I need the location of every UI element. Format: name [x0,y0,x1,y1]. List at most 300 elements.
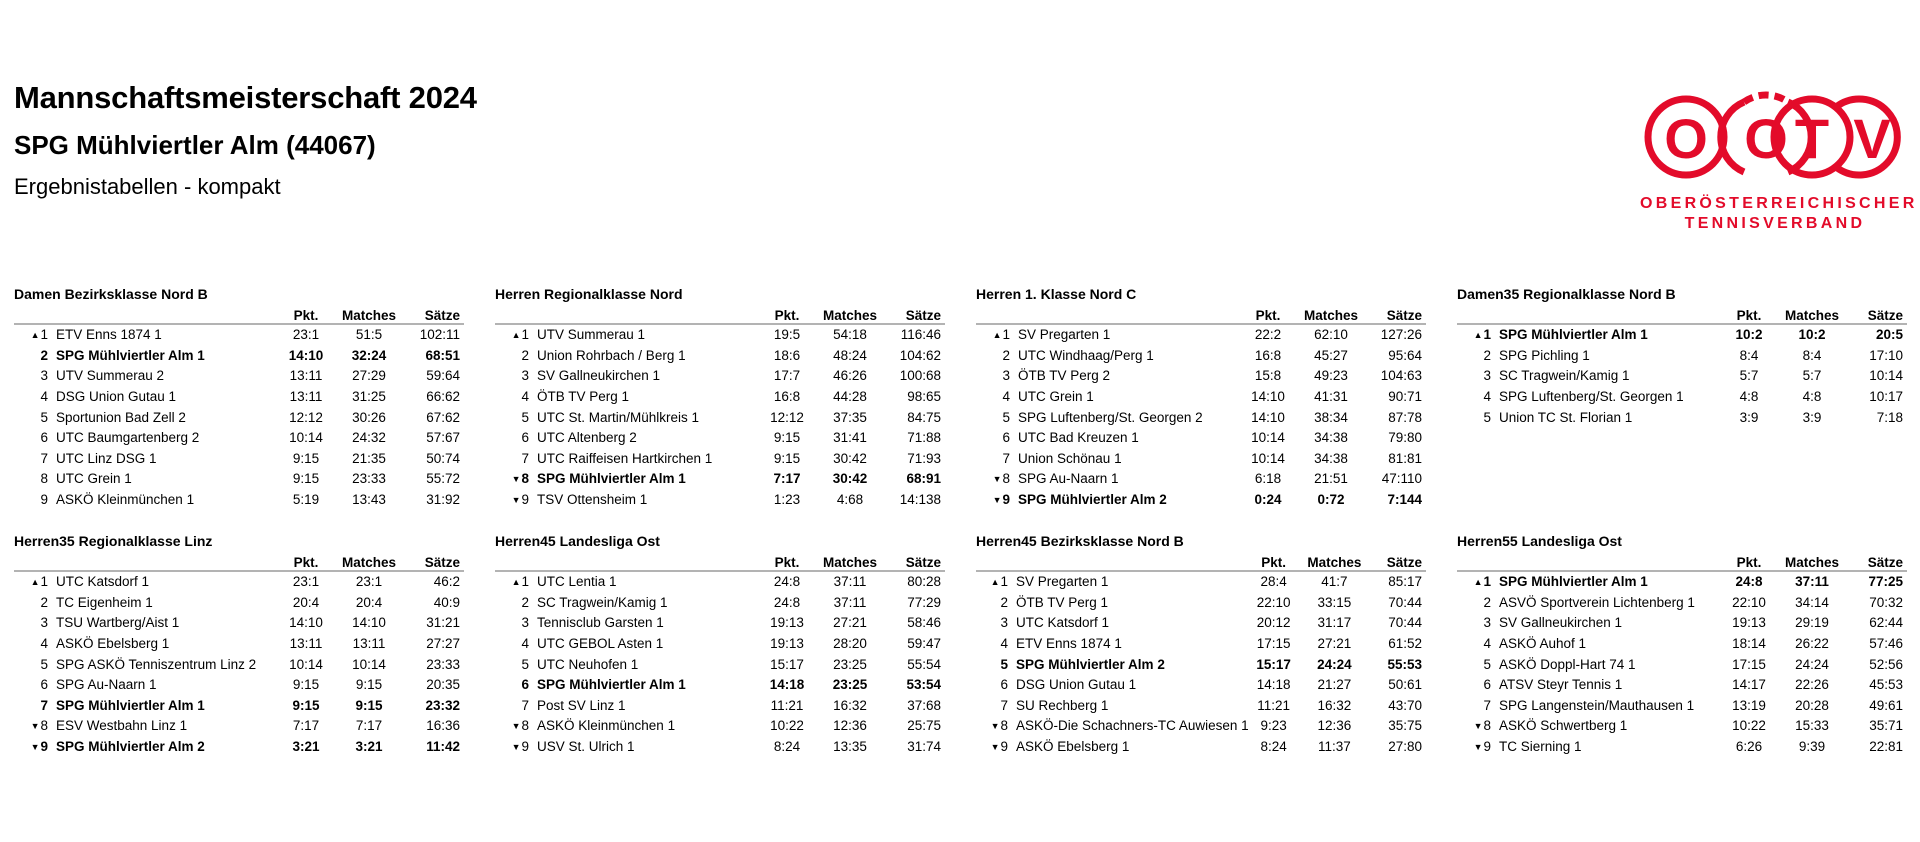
team-name: Union TC St. Florian 1 [1499,409,1633,425]
rank-cell [976,490,1018,511]
matches-header: Matches [332,550,406,571]
promotion-arrow-icon: ▲ [992,330,1002,341]
rank-value: 2 [521,347,529,363]
table-row [495,346,945,367]
rank-cell [14,737,56,758]
sets-value: 70:32 [1869,594,1903,610]
table-row [14,407,464,428]
matches-value: 32:24 [351,347,387,363]
sets-value: 45:53 [1869,677,1903,693]
table-row [495,366,945,387]
table-row [14,716,464,737]
sets-header: Sätze [406,550,464,571]
sets-value: 68:51 [425,347,460,363]
team-name: ÖTB TV Perg 1 [537,389,630,405]
team-name: SPG Mühlviertler Alm 2 [1018,492,1167,508]
points-value: 22:10 [1256,594,1291,610]
table-row [495,469,945,490]
points-value: 9:15 [292,677,320,693]
sets-value: 71:88 [907,430,941,446]
points-value: 6:18 [1254,471,1282,487]
table-header-row [495,303,945,324]
league-table [14,532,464,757]
points-value: 9:15 [292,697,320,713]
relegation-arrow-icon: ▼ [30,721,40,732]
rank-value: 5 [1483,409,1491,425]
sets-value: 67:62 [426,409,460,425]
rank-cell [976,634,1016,655]
rank-value: 3 [1483,368,1491,384]
points-value: 10:22 [770,718,804,734]
rank-value: 4 [521,389,529,405]
points-value: 10:14 [1251,430,1285,446]
rank-cell [14,469,56,490]
team-name: SC Tragwein/Kamig 1 [1499,368,1630,384]
team-name: SPG ASKÖ Tenniszentrum Linz 2 [56,656,257,672]
sets-value: 27:80 [1388,739,1422,755]
rank-value: 1 [1483,327,1491,343]
rank-cell [495,490,537,511]
matches-value: 15:33 [1795,718,1829,734]
rank-value: 7 [40,450,48,466]
matches-value: 31:25 [352,389,386,405]
points-header: Pkt. [1723,550,1775,571]
matches-value: 10:2 [1798,327,1826,343]
team-name: UTC Bad Kreuzen 1 [1018,430,1139,446]
team-name: SPG Mühlviertler Alm 2 [1016,656,1165,672]
matches-value: 44:28 [833,389,867,405]
points-value: 9:15 [773,450,801,466]
team-name: UTC Windhaag/Perg 1 [1018,347,1154,363]
sets-value: 84:75 [907,409,941,425]
team-name: SPG Langenstein/Mauthausen 1 [1499,697,1695,713]
points-value: 15:8 [1254,368,1282,384]
sets-value: 35:75 [1388,718,1422,734]
sets-header: Sätze [406,303,464,324]
table-row [976,346,1426,367]
team-name: ASKÖ Auhof 1 [1499,636,1587,652]
relegation-arrow-icon: ▼ [511,721,521,732]
team-name: ASKÖ Doppl-Hart 74 1 [1499,656,1636,672]
sets-value: 46:2 [433,574,460,590]
league-table [14,285,464,510]
rank-cell [14,613,56,634]
rank-cell [1457,716,1499,737]
page-header [14,78,477,202]
team-name: SC Tragwein/Kamig 1 [537,594,668,610]
team-name: ATSV Steyr Tennis 1 [1499,677,1623,693]
team-header [56,303,280,324]
rank-cell [1457,571,1499,593]
standings-table [14,303,464,510]
rank-cell [495,571,537,593]
rank-value: 6 [1000,677,1009,693]
rank-value: 6 [521,677,529,693]
team-name: TSU Wartberg/Aist 1 [56,615,180,631]
points-value: 20:12 [1256,615,1291,631]
promotion-arrow-icon: ▲ [30,330,40,341]
table-row [976,654,1426,675]
rank-cell [1457,737,1499,758]
rank-value: 9 [1000,739,1009,755]
league-title: Herren Regionalklasse Nord [495,286,683,302]
points-header: Pkt. [1723,303,1775,324]
rank-value: 5 [521,409,529,425]
rank-value: 6 [40,677,48,693]
sets-value: 31:21 [426,615,460,631]
table-row [495,387,945,408]
team-name: SV Pregarten 1 [1018,327,1111,343]
table-row [14,366,464,387]
table-row [1457,716,1907,737]
standings-table [495,303,945,510]
rank-value: 3 [1483,615,1491,631]
table-row [495,613,945,634]
sets-value: 10:14 [1869,368,1903,384]
standings-table [1457,303,1907,428]
points-value: 17:7 [773,368,801,384]
sets-value: 90:71 [1388,389,1422,405]
table-row [495,324,945,346]
points-value: 16:8 [1254,347,1282,363]
league-title: Herren35 Regionalklasse Linz [14,533,213,549]
rank-cell [976,716,1016,737]
rank-value: 2 [1483,347,1491,363]
points-value: 15:17 [1256,656,1291,672]
relegation-arrow-icon: ▼ [990,742,1000,753]
points-value: 14:10 [288,347,324,363]
sets-value: 40:9 [433,594,460,610]
sets-value: 59:47 [907,636,941,652]
table-header-row [1457,550,1907,571]
points-value: 22:10 [1732,594,1766,610]
rank-cell [14,324,56,346]
league-title: Damen Bezirksklasse Nord B [14,286,208,302]
matches-value: 13:35 [833,739,867,755]
matches-value: 41:31 [1314,389,1348,405]
sets-value: 71:93 [907,450,941,466]
sets-value: 50:74 [426,450,460,466]
svg-text:V: V [1853,107,1891,170]
matches-value: 20:28 [1795,697,1829,713]
points-value: 17:15 [1256,636,1291,652]
sets-value: 116:46 [900,327,941,343]
rank-cell [495,613,537,634]
sets-value: 23:32 [425,697,460,713]
league-table [495,532,945,757]
league-title: Herren 1. Klasse Nord C [976,286,1137,302]
rank-header [14,550,56,571]
relegation-arrow-icon: ▼ [1473,721,1483,732]
team-name: SV Gallneukirchen 1 [537,368,661,384]
table-row [14,428,464,449]
matches-header: Matches [1775,550,1849,571]
table-row [1457,407,1907,428]
team-name: ASKÖ Kleinmünchen 1 [56,492,195,508]
rank-header [976,303,1018,324]
team-name: DSG Union Gutau 1 [56,389,177,405]
rank-cell [1457,675,1499,696]
rank-cell [976,571,1016,593]
rank-cell [14,654,56,675]
sets-value: 81:81 [1388,450,1422,466]
rank-value: 7 [40,697,48,713]
matches-value: 30:42 [833,450,867,466]
sets-value: 77:25 [1868,574,1903,590]
table-row [976,675,1426,696]
matches-value: 31:41 [833,430,867,446]
rank-value: 1 [1483,574,1491,590]
team-name: UTC Grein 1 [1018,389,1094,405]
table-row [1457,593,1907,614]
rank-value: 1 [1002,327,1010,343]
table-row [976,593,1426,614]
relegation-arrow-icon: ▼ [511,495,521,506]
team-name: TC Eigenheim 1 [56,594,153,610]
table-row [495,407,945,428]
matches-value: 10:14 [352,656,386,672]
table-row [976,634,1426,655]
rank-value: 1 [521,574,529,590]
sets-value: 61:52 [1388,636,1422,652]
standings-table [495,550,945,757]
league-table [1457,285,1907,428]
team-name: ETV Enns 1874 1 [1016,636,1122,652]
matches-value: 4:8 [1802,389,1822,405]
points-value: 5:7 [1739,368,1759,384]
sets-value: 55:72 [426,471,460,487]
matches-value: 48:24 [833,347,867,363]
table-row [1457,654,1907,675]
sets-value: 50:61 [1388,677,1422,693]
sets-value: 27:27 [426,636,460,652]
rank-cell [1457,407,1499,428]
matches-value: 23:1 [355,574,383,590]
rank-cell [1457,696,1499,717]
table-row [976,366,1426,387]
rank-value: 7 [521,697,529,713]
table-row [1457,571,1907,593]
sets-value: 53:54 [906,677,941,693]
matches-value: 49:23 [1314,368,1348,384]
points-header: Pkt. [280,550,332,571]
points-value: 19:13 [770,615,804,631]
logo-text [1640,194,1918,234]
sets-value: 102:11 [419,327,460,343]
rank-cell [495,675,537,696]
rank-value: 2 [1002,347,1010,363]
table-row [976,387,1426,408]
rank-value: 9 [1483,739,1491,755]
sets-value: 10:17 [1869,389,1903,405]
points-value: 14:10 [1251,409,1285,425]
svg-text:O: O [1744,107,1788,170]
table-row [14,469,464,490]
rank-header [495,550,537,571]
points-value: 24:8 [773,594,801,610]
rank-value: 2 [1000,594,1009,610]
table-header-row [14,550,464,571]
team-name: UTC Katsdorf 1 [56,574,150,590]
rank-cell [976,324,1018,346]
relegation-arrow-icon: ▼ [511,742,521,753]
table-row [14,696,464,717]
points-value: 3:9 [1739,409,1759,425]
table-row [976,571,1426,593]
table-row [976,490,1426,511]
promotion-arrow-icon: ▲ [511,330,521,341]
points-value: 23:1 [292,574,320,590]
rank-header [1457,303,1499,324]
rank-value: 8 [40,718,48,734]
team-header [1499,303,1723,324]
rank-cell [976,675,1016,696]
table-row [495,571,945,593]
sets-header: Sätze [887,303,945,324]
sets-value: 98:65 [907,389,941,405]
points-value: 10:14 [289,656,323,672]
rank-value: 8 [521,718,529,734]
team-name: SPG Mühlviertler Alm 1 [56,347,205,363]
points-value: 23:1 [292,327,320,343]
rank-value: 9 [40,492,48,508]
rank-value: 6 [1002,430,1010,446]
rank-value: 1 [40,574,48,590]
team-name: TSV Ottensheim 1 [537,492,648,508]
rank-cell [495,469,537,490]
rank-cell [976,654,1016,675]
team-name: ASKÖ Ebelsberg 1 [1016,739,1130,755]
sets-value: 104:63 [1380,368,1422,384]
points-value: 17:15 [1732,656,1766,672]
sets-value: 16:36 [426,718,460,734]
matches-value: 37:35 [833,409,867,425]
sets-header: Sätze [1368,303,1426,324]
matches-value: 38:34 [1314,409,1348,425]
rank-value: 7 [1483,697,1491,713]
team-name: ÖTB TV Perg 1 [1016,594,1109,610]
rank-cell [495,346,537,367]
team-name: SU Rechberg 1 [1016,697,1109,713]
svg-text:O: O [1664,107,1708,170]
table-row [14,449,464,470]
rank-value: 3 [521,615,529,631]
rank-cell [495,324,537,346]
sets-value: 22:81 [1869,739,1903,755]
points-value: 10:2 [1735,327,1763,343]
matches-value: 46:26 [833,368,867,384]
table-header-row [1457,303,1907,324]
sets-header: Sätze [1370,550,1426,571]
league-title: Herren55 Landesliga Ost [1457,533,1622,549]
matches-value: 13:43 [352,492,386,508]
points-value: 14:17 [1732,677,1766,693]
points-value: 19:13 [1732,615,1766,631]
rank-cell [1457,654,1499,675]
rank-value: 9 [1002,492,1010,508]
rank-value: 8 [1483,718,1491,734]
rank-cell [14,571,56,593]
points-value: 10:14 [1251,450,1285,466]
matches-value: 0:72 [1317,492,1345,508]
team-name: SPG Au-Naarn 1 [1018,471,1119,487]
team-name: Post SV Linz 1 [537,697,626,713]
team-name: UTC GEBOL Asten 1 [537,636,664,652]
team-name: UTC Katsdorf 1 [1016,615,1110,631]
team-name: UTC Altenberg 2 [537,430,637,446]
sets-value: 43:70 [1388,697,1422,713]
points-value: 13:11 [289,389,323,405]
sets-value: 95:64 [1388,347,1422,363]
points-value: 5:19 [292,492,320,508]
rank-cell [14,675,56,696]
rank-cell [1457,613,1499,634]
rank-value: 4 [1000,636,1009,652]
logo-text-line1: OBERÖSTERREICHISCHER [1640,195,1918,212]
rank-value: 5 [40,409,48,425]
matches-value: 27:29 [352,368,386,384]
rank-cell [1457,346,1499,367]
sets-value: 35:71 [1869,718,1903,734]
matches-value: 31:17 [1317,615,1352,631]
table-row [14,675,464,696]
points-value: 4:8 [1739,389,1759,405]
team-name: SPG Luftenberg/St. Georgen 2 [1018,409,1203,425]
rank-value: 9 [40,739,48,755]
points-value: 13:19 [1732,697,1766,713]
sets-value: 68:91 [906,471,941,487]
team-name: Tennisclub Garsten 1 [537,615,664,631]
table-row [14,387,464,408]
table-row [976,716,1426,737]
table-row [14,634,464,655]
sets-value: 47:110 [1381,471,1422,487]
matches-header: Matches [1299,550,1371,571]
table-row [1457,737,1907,758]
sets-value: 85:17 [1388,574,1422,590]
matches-value: 16:32 [1317,697,1352,713]
rank-cell [14,716,56,737]
matches-value: 3:9 [1802,409,1822,425]
table-row [14,490,464,511]
team-name: SPG Mühlviertler Alm 1 [1499,574,1648,590]
points-header: Pkt. [1249,550,1299,571]
team-name: ÖTB TV Perg 2 [1018,368,1111,384]
points-value: 14:10 [1251,389,1285,405]
rank-cell [495,654,537,675]
rank-header [495,303,537,324]
team-name: SV Pregarten 1 [1016,574,1109,590]
points-value: 6:26 [1735,739,1763,755]
sets-value: 14:138 [899,492,941,508]
league-table [976,532,1426,757]
rank-value: 3 [40,368,48,384]
team-name: UTC St. Martin/Mühlkreis 1 [537,409,700,425]
points-value: 24:8 [773,574,801,590]
table-row [14,613,464,634]
standings-table [976,550,1426,757]
matches-value: 20:4 [355,594,383,610]
matches-value: 37:11 [833,594,867,610]
rank-value: 9 [521,492,529,508]
team-name: DSG Union Gutau 1 [1016,677,1137,693]
standings-table [976,303,1426,510]
matches-value: 24:32 [352,430,386,446]
points-value: 14:18 [1256,677,1291,693]
ootv-logo [1640,84,1918,234]
rank-value: 4 [40,389,48,405]
matches-header: Matches [1775,303,1849,324]
